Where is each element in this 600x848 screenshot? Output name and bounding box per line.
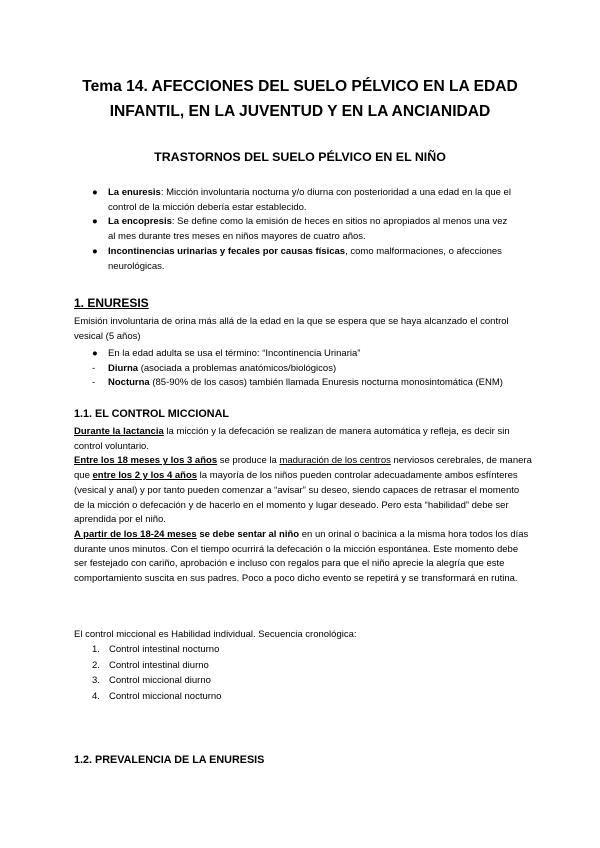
intro-text: , como malformaciones, o afecciones neurológicas.: [108, 245, 502, 272]
paragraph-lead: Durante la lactancia: [74, 426, 164, 437]
paragraph-lead: se debe sentar al niño: [196, 528, 300, 540]
sequence-number: 1.: [92, 644, 100, 655]
list-item-text: (85-90% de los casos) también llamada Enuresis nocturna monosintomática (ENM): [149, 377, 503, 389]
intro-term: La enuresis: [108, 187, 161, 198]
sequence-label: Control miccional nocturno: [109, 691, 222, 703]
list-item-text: En la edad adulta se usa el término: “Incontinencia Urinaria”: [108, 348, 361, 359]
intro-item: [92, 215, 512, 244]
paragraph-text: la micción y la defecación se realizan de manera automática y refleja, es decir sin control voluntario.: [74, 426, 510, 452]
list-item: [92, 362, 537, 377]
bullet-icon: ●: [92, 216, 98, 228]
sequence-number: 2.: [92, 659, 100, 671]
sequence-item: [74, 674, 474, 690]
intro-term: La encopresis: [108, 216, 172, 228]
sequence-number: 4.: [92, 691, 100, 703]
sequence-intro: El control miccional es Habilidad individual. Secuencia cronológica:: [74, 629, 357, 640]
paragraph: [74, 425, 532, 454]
intro-item: [92, 245, 512, 274]
heading-enuresis: 1. ENURESIS: [74, 296, 149, 310]
enuresis-definition: Emisión involuntaria de orina más allá de la edad en la que se espera que se haya alcanzado el control vesical (5 años): [74, 316, 509, 342]
sequence-number: 3.: [92, 675, 100, 687]
enuresis-list: [92, 347, 537, 391]
heading-prevalencia: 1.2. PREVALENCIA DE LA ENURESIS: [74, 754, 265, 766]
intro-list: [92, 186, 512, 274]
list-item-term: Nocturna: [108, 377, 150, 389]
bullet-icon: ●: [92, 187, 98, 198]
paragraph-text: nerviosos cerebrales, de manera que: [74, 455, 532, 482]
intro-text: : Micción involuntaria nocturna y/o diurna con posterioridad a una edad en la que el control de la micción debería estar establecido.: [108, 187, 511, 213]
bullet-icon: ●: [92, 245, 98, 257]
list-item-term: Diurna: [108, 362, 139, 374]
intro-term: Incontinencias urinarias y fecales por causas físicas: [108, 245, 346, 257]
paragraph-text: se produce la: [217, 455, 280, 467]
dash-icon: -: [92, 362, 96, 374]
title-line-2: INFANTIL, EN LA JUVENTUD Y EN LA ANCIANIDAD: [109, 103, 491, 120]
paragraph: [74, 528, 532, 587]
sequence-label: Control intestinal diurno: [109, 659, 209, 671]
paragraph-lead: Entre los 18 meses y los 3 años: [74, 455, 218, 467]
list-item-text: (asociada a problemas anatómicos/biológicos): [138, 362, 337, 374]
paragraph: [74, 454, 532, 528]
title-line-1: Tema 14. AFECCIONES DEL SUELO PÉLVICO EN LA EDAD: [82, 78, 518, 95]
sequence-item: [74, 659, 474, 675]
paragraph-lead: A partir de los 18-24 meses: [74, 528, 197, 540]
control-miccional-body: [74, 425, 532, 587]
sequence-label: Control miccional diurno: [109, 675, 211, 687]
sequence-label: Control intestinal nocturno: [109, 644, 220, 655]
sequence-item: [74, 643, 474, 659]
paragraph-underlined: maduración de los centros: [279, 455, 391, 467]
intro-text: : Se define como la emisión de heces en sitios no apropiados al menos una vez al mes durante tres meses en niños mayores de cuatro años.: [108, 216, 508, 243]
document-title: [40, 74, 560, 124]
paragraph-text: la mayoría de los niños pueden controlar adecuadamente ambos esfínteres (vesical y anal) y por tanto pueden comenzar a “avisar” su deseo, siendo capaces de retrasar el momento de la micción o defecación y de hacerlo en el momento y lugar deseado. Pero esta “habilidad” debe ser aprendida por el niño.: [74, 470, 520, 526]
intro-item: [92, 186, 512, 215]
paragraph-underlined: entre los 2 y los 4 años: [92, 470, 198, 482]
heading-control-miccional: 1.1. EL CONTROL MICCIONAL: [74, 408, 229, 420]
bullet-icon: ●: [92, 348, 98, 359]
dash-icon: -: [92, 377, 96, 389]
list-item: [92, 376, 537, 391]
list-item: [92, 347, 537, 362]
section-subtitle: TRASTORNOS DEL SUELO PÉLVICO EN EL NIÑO: [154, 150, 446, 164]
paragraph-text: en un orinal o bacinica a la misma hora todos los días durante unos minutos. Con el tiempo ocurrirá la defecación o la micción espontánea. Este momento debe ser festejado con cariño, aprobación e incluso con regalos para que el niño aprecie la alegría que este comportamiento suscita en sus padres. Poco a poco dicho evento se repetirá y se transformará en rutina.: [74, 528, 529, 585]
sequence-item: [74, 690, 474, 706]
sequence-list: [74, 643, 474, 706]
